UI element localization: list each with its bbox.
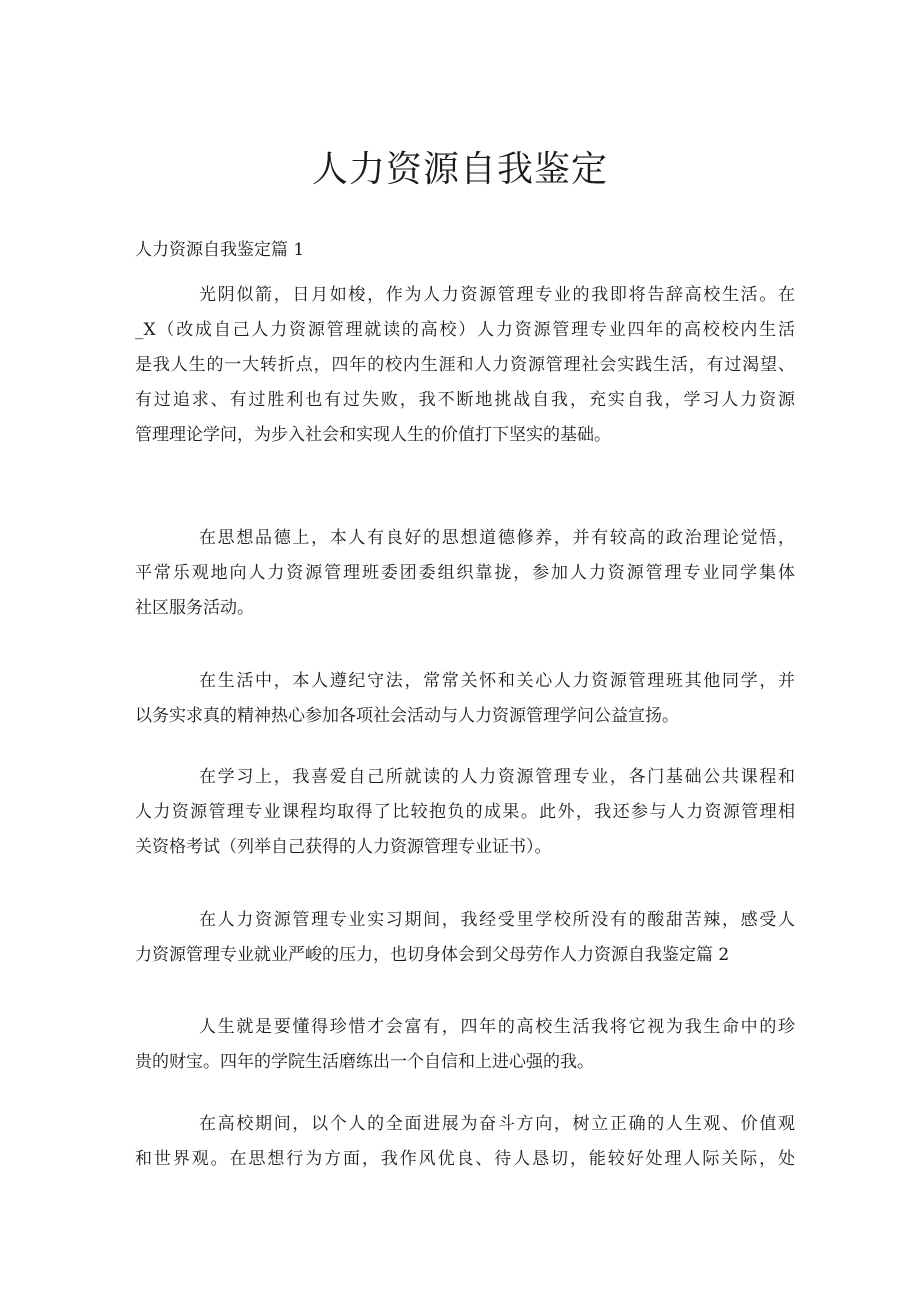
paragraph-line: _X（改成自己人力资源管理就读的高校）人力资源管理专业四年的高校校内生活 xyxy=(135,320,795,340)
paragraph-line: 在生活中，本人遵纪守法，常常关怀和关心人力资源管理班其他同学，并 xyxy=(199,671,795,691)
paragraph-5 xyxy=(135,903,795,973)
paragraph-line: 光阴似箭，日月如梭，作为人力资源管理专业的我即将告辞高校生活。在 xyxy=(199,285,795,305)
paragraph-line: 在思想品德上，本人有良好的思想道德修养，并有较高的政治理论觉悟， xyxy=(199,528,795,548)
document-title: 人力资源自我鉴定 xyxy=(311,149,608,190)
paragraph-7 xyxy=(135,1107,795,1177)
paragraph-line: 平常乐观地向人力资源管理班委团委组织靠拢，参加人力资源管理专业同学集体 xyxy=(135,563,795,583)
paragraph-line: 以务实求真的精神热心参加各项社会活动与人力资源管理学问公益宣扬。 xyxy=(135,706,679,726)
paragraph-6 xyxy=(135,1010,795,1080)
paragraph-1 xyxy=(135,278,795,453)
paragraph-line: 管理理论学问，为步入社会和实现人生的价值打下坚实的基础。 xyxy=(135,425,611,445)
paragraph-2 xyxy=(135,521,795,626)
paragraph-line: 在高校期间，以个人的全面进展为奋斗方向，树立正确的人生观、价值观 xyxy=(199,1114,795,1134)
paragraph-line: 是我人生的一大转折点，四年的校内生涯和人力资源管理社会实践生活，有过渴望、 xyxy=(135,355,795,375)
paragraph-line: 人力资源管理专业课程均取得了比较抱负的成果。此外，我还参与人力资源管理相 xyxy=(135,802,795,822)
paragraph-4 xyxy=(135,760,795,865)
paragraph-line: 在学习上，我喜爱自己所就读的人力资源管理专业，各门基础公共课程和 xyxy=(199,767,795,787)
paragraph-line: 有过追求、有过胜利也有过失败，我不断地挑战自我，充实自我，学习人力资源 xyxy=(135,390,795,410)
paragraph-3 xyxy=(135,664,795,734)
paragraph-line: 人生就是要懂得珍惜才会富有，四年的高校生活我将它视为我生命中的珍 xyxy=(199,1017,795,1037)
paragraph-line: 关资格考试（列举自己获得的人力资源管理专业证书）。 xyxy=(135,837,552,857)
paragraph-line: 贵的财宝。四年的学院生活磨练出一个自信和上进心强的我。 xyxy=(135,1052,594,1072)
section-heading-1: 人力资源自我鉴定篇 1 xyxy=(135,240,305,260)
paragraph-line: 社区服务活动。 xyxy=(135,598,254,618)
paragraph-line: 和世界观。在思想行为方面，我作风优良、待人恳切，能较好处理人际关际，处 xyxy=(135,1149,795,1169)
paragraph-line: 力资源管理专业就业严峻的压力，也切身体会到父母劳作人力资源自我鉴定篇 2 xyxy=(135,945,730,965)
paragraph-line: 在人力资源管理专业实习期间，我经受里学校所没有的酸甜苦辣，感受人 xyxy=(199,910,795,930)
